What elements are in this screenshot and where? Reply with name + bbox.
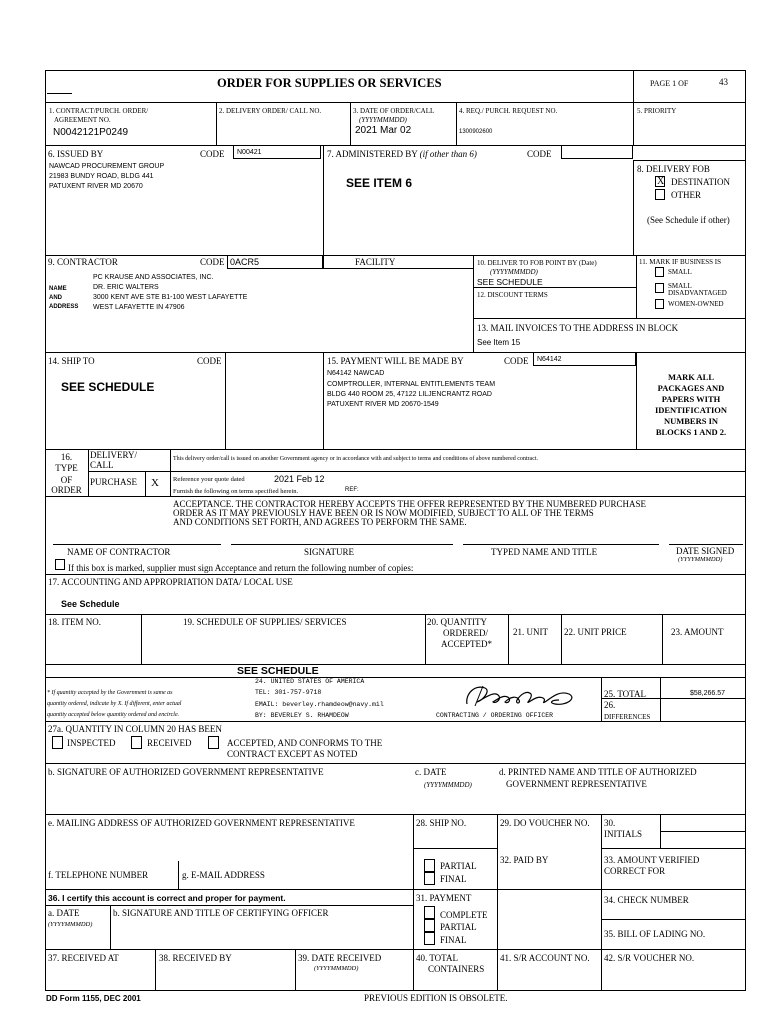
quantity-has-been-label: 27a. QUANTITY IN COLUMN 20 HAS BEEN xyxy=(48,724,222,734)
deliver-by-value[interactable]: SEE SCHEDULE xyxy=(477,277,543,287)
delivery-fob-label: 8. DELIVERY FOB xyxy=(637,164,710,174)
req-label: 4. REQ./ PURCH. REQUEST NO. xyxy=(459,107,558,115)
initials-label: INITIALS xyxy=(604,829,642,839)
payment-label: 31. PAYMENT xyxy=(416,893,472,903)
received-checkbox[interactable] xyxy=(131,736,142,749)
delivery-order-label: 2. DELIVERY ORDER/ CALL NO. xyxy=(219,107,322,115)
page-label: PAGE 1 OF xyxy=(650,79,689,88)
bill-of-lading-label: 35. BILL OF LADING NO. xyxy=(604,929,706,939)
form-title: ORDER FOR SUPPLIES OR SERVICES xyxy=(217,76,442,90)
inspect-date-label: c. DATE xyxy=(415,767,447,777)
supplies-header: 19. SCHEDULE OF SUPPLIES/ SERVICES xyxy=(183,617,347,627)
mail-invoices-value: See Item 15 xyxy=(477,338,521,347)
issued-code[interactable]: N00421 xyxy=(237,149,262,156)
certifying-officer-label: b. SIGNATURE AND TITLE OF CERTIFYING OFFICER xyxy=(113,908,329,918)
payment-by-label: 15. PAYMENT WILL BE MADE BY xyxy=(327,356,464,366)
order-date[interactable]: 2021 Mar 02 xyxy=(355,125,412,136)
name-of-contractor-label: NAME OF CONTRACTOR xyxy=(67,547,171,557)
purchase-mark[interactable]: X xyxy=(151,477,159,489)
accounting-label: 17. ACCOUNTING AND APPROPRIATION DATA/ LOCAL USE xyxy=(48,577,293,587)
date-signed-label: DATE SIGNED xyxy=(676,546,735,556)
see-schedule: SEE SCHEDULE xyxy=(237,665,319,677)
discount-terms-label: 12. DISCOUNT TERMS xyxy=(477,291,548,299)
certify-date-label: a. DATE xyxy=(48,908,80,918)
differences-label: DIFFERENCES xyxy=(604,713,651,721)
unit-header: 21. UNIT xyxy=(513,627,548,637)
frame-bottom xyxy=(45,990,745,991)
amount-verified-label: 33. AMOUNT VERIFIED xyxy=(604,855,700,865)
see-item-6: SEE ITEM 6 xyxy=(346,176,413,190)
administered-by-label: 7. ADMINISTERED BY (if other than 6) xyxy=(327,149,477,159)
req-number[interactable]: 1300902600 xyxy=(459,129,493,135)
ship-no-label: 28. SHIP NO. xyxy=(416,818,467,828)
sr-voucher-label: 42. S/R VOUCHER NO. xyxy=(604,953,695,963)
inspected-checkbox[interactable] xyxy=(52,736,63,749)
frame-left xyxy=(45,70,46,991)
order-date-label: 3. DATE OF ORDER/CALL xyxy=(353,107,435,115)
issued-by-label: 6. ISSUED BY xyxy=(48,149,104,159)
check-number-label: 34. CHECK NUMBER xyxy=(604,895,689,905)
mail-invoices-label: 13. MAIL INVOICES TO THE ADDRESS IN BLOCK xyxy=(477,323,679,333)
amount-header: 23. AMOUNT xyxy=(671,627,724,637)
unit-price-header: 22. UNIT PRICE xyxy=(564,627,627,637)
payment-complete-checkbox[interactable] xyxy=(424,906,435,919)
frame-top xyxy=(45,70,745,71)
acceptance-text: ACCEPTANCE. THE CONTRACTOR HEREBY ACCEPTS THE OFFER REPRESENTED BY THE NUMBERED PURCHASE xyxy=(173,499,647,509)
form-number: DD Form 1155, DEC 2001 xyxy=(46,994,141,1003)
officer-signature xyxy=(455,680,595,710)
previous-edition-note: PREVIOUS EDITION IS OBSOLETE. xyxy=(364,993,508,1003)
contractor-name: PC KRAUSE AND ASSOCIATES, INC. xyxy=(93,274,214,281)
payment-partial-checkbox[interactable] xyxy=(424,919,435,932)
ship-to-value: SEE SCHEDULE xyxy=(61,380,155,394)
item-no-header: 18. ITEM NO. xyxy=(48,617,101,627)
mailing-address-label: e. MAILING ADDRESS OF AUTHORIZED GOVERNMENT REPRESENTATIVE xyxy=(48,818,355,828)
paid-by-label: 32. PAID BY xyxy=(500,855,549,865)
women-owned-checkbox[interactable] xyxy=(655,299,664,309)
frame-right xyxy=(745,70,746,991)
total-label: 25. TOTAL xyxy=(604,689,646,699)
priority-label: 5. PRIORITY xyxy=(637,107,677,115)
gov-rep-signature-label: b. SIGNATURE OF AUTHORIZED GOVERNMENT REPRESENTATIVE xyxy=(48,767,324,777)
total-value: $58,266.57 xyxy=(690,690,726,697)
accepted-checkbox[interactable] xyxy=(208,736,219,749)
other-checkbox[interactable] xyxy=(655,189,665,200)
ship-partial-checkbox[interactable] xyxy=(424,859,435,872)
date-received-label: 39. DATE RECEIVED xyxy=(298,953,382,963)
ship-final-checkbox[interactable] xyxy=(424,872,435,885)
ship-to-label: 14. SHIP TO xyxy=(48,356,95,366)
facility-label: FACILITY xyxy=(355,257,396,267)
certify-statement: 36. I certify this account is correct and proper for payment. xyxy=(48,893,286,903)
email-label: g. E-MAIL ADDRESS xyxy=(182,870,265,880)
acceptance-checkbox[interactable] xyxy=(55,559,65,570)
payment-code[interactable]: N64142 xyxy=(537,356,562,363)
page-total: 43 xyxy=(719,77,728,87)
contractor-code[interactable]: 0ACR5 xyxy=(230,257,260,267)
received-at-label: 37. RECEIVED AT xyxy=(48,953,119,963)
business-mark-label: 11. MARK IF BUSINESS IS xyxy=(639,258,722,266)
contractor-label: 9. CONTRACTOR xyxy=(48,257,118,267)
printed-name-label: d. PRINTED NAME AND TITLE OF AUTHORIZED xyxy=(499,767,697,777)
typed-name-label: TYPED NAME AND TITLE xyxy=(491,547,598,557)
payment-final-checkbox[interactable] xyxy=(424,932,435,945)
destination-checkbox[interactable]: X xyxy=(657,176,665,187)
signature-label: SIGNATURE xyxy=(304,547,355,557)
contract-label: 1. CONTRACT/PURCH. ORDER/ xyxy=(49,107,149,115)
small-checkbox[interactable] xyxy=(655,267,664,277)
mark-packages-note: MARK ALL PACKAGES AND PAPERS WITH IDENTIFICATION NUMBERS IN BLOCKS 1 AND 2. xyxy=(654,372,728,437)
telephone-label: f. TELEPHONE NUMBER xyxy=(48,870,149,880)
total-containers-label: 40. TOTAL xyxy=(416,953,458,963)
sr-account-label: 41. S/R ACCOUNT NO. xyxy=(500,953,590,963)
quantity-header: 20. QUANTITY xyxy=(427,617,487,627)
contract-number[interactable]: N0042121P0249 xyxy=(53,127,129,138)
received-by-label: 38. RECEIVED BY xyxy=(159,953,232,963)
quote-date[interactable]: 2021 Feb 12 xyxy=(274,474,325,484)
disadvantaged-checkbox[interactable] xyxy=(655,283,664,293)
accounting-value: See Schedule xyxy=(61,599,120,609)
voucher-no-label: 29. DO VOUCHER NO. xyxy=(500,818,590,828)
